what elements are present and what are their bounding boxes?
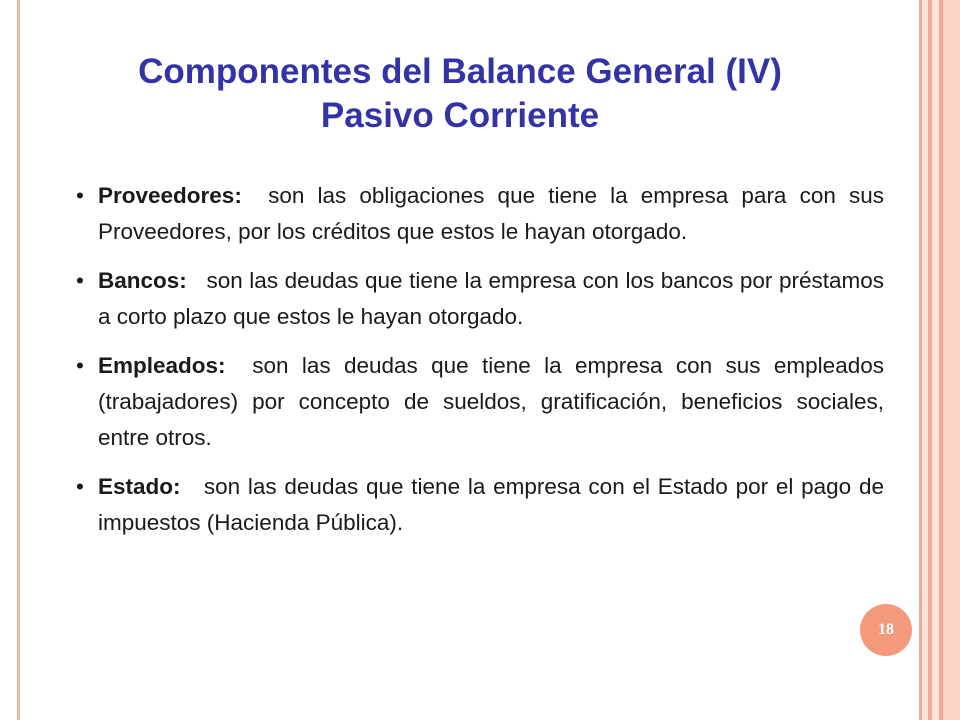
- slide-title-line-1: Componentes del Balance General (IV): [138, 52, 782, 91]
- bullet-text: son las deudas que tiene la empresa con el Estado por el pago de impuestos (Hacienda Pública).: [98, 474, 884, 535]
- bullet-icon: •: [76, 268, 84, 293]
- bullet-item-estado: [72, 469, 884, 541]
- bullet-term: Proveedores:: [98, 183, 242, 208]
- slide-title-line-2: Pasivo Corriente: [320, 96, 600, 135]
- bullet-text: son las deudas que tiene la empresa con los bancos por préstamos a corto plazo que estos le hayan otorgado.: [98, 268, 884, 329]
- slide-title: [40, 50, 880, 138]
- bullet-item-bancos: [72, 263, 884, 335]
- bullet-icon: •: [76, 183, 84, 208]
- left-border-rule: [17, 0, 20, 720]
- bullet-item-empleados: [72, 348, 884, 456]
- bullet-term: Bancos:: [98, 268, 187, 293]
- bullet-text: son las obligaciones que tiene la empresa para con sus Proveedores, por los créditos que estos le hayan otorgado.: [98, 183, 884, 244]
- bullet-term: Empleados:: [98, 353, 226, 378]
- bullet-item-proveedores: [72, 178, 884, 250]
- right-decorative-stripes: [915, 0, 960, 720]
- bullet-list: [72, 178, 884, 554]
- bullet-icon: •: [76, 474, 84, 499]
- bullet-term: Estado:: [98, 474, 181, 499]
- bullet-icon: •: [76, 353, 84, 378]
- bullet-text: son las deudas que tiene la empresa con sus empleados (trabajadores) por concepto de sueldos, gratificación, beneficios sociales, entre otros.: [98, 353, 884, 450]
- page-number-badge: 18: [860, 604, 912, 656]
